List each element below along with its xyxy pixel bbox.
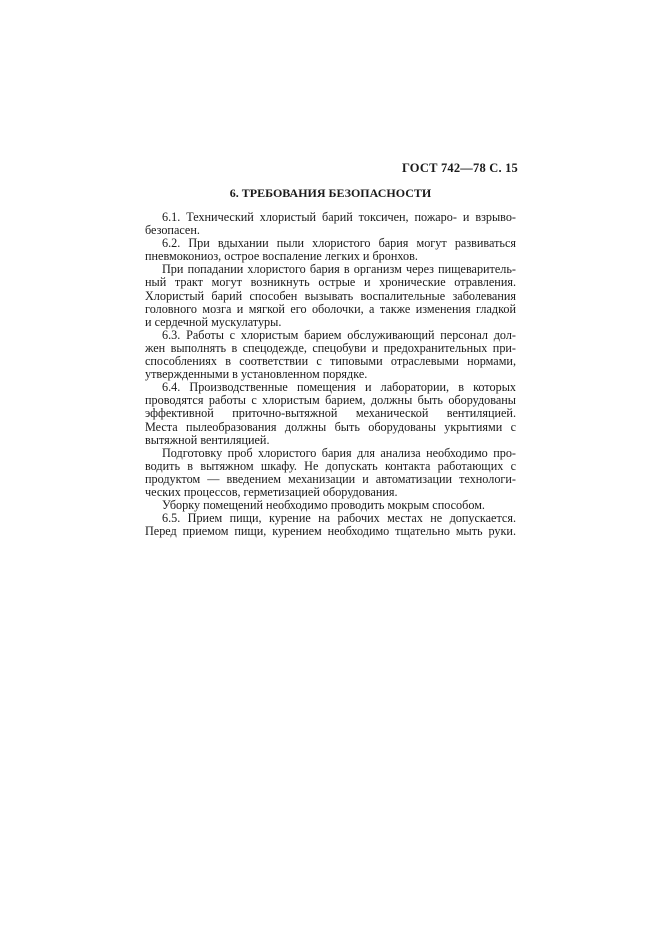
text-line: проводятся работы с хлористым барием, должны быть оборудованы <box>145 393 516 408</box>
text-line: Хлористый барий способен вызывать воспалительные заболевания <box>145 288 516 303</box>
text-line: ный тракт могут возникнуть острые и хронические отравления. <box>145 275 516 290</box>
text-line: Места пылеобразования должны быть оборудованы укрытиями с <box>145 419 516 434</box>
page-header: ГОСТ 742—78 С. 15 <box>401 161 518 175</box>
text-line: вытяжной вентиляцией. <box>145 432 270 447</box>
text-line: При попадании хлористого бария в организм через пищеваритель- <box>162 262 516 277</box>
text-line: водить в вытяжном шкафу. Не допускать контакта работающих с <box>145 458 516 473</box>
text-line: эффективной приточно-вытяжной механической вентиляцией. <box>145 406 516 421</box>
text-line: 6.3. Работы с хлористым барием обслуживающий персонал дол- <box>162 327 516 342</box>
text-line: жен выполнять в спецодежде, спецобуви и предохранительных при- <box>145 340 516 355</box>
text-line: ческих процессов, герметизацией оборудования. <box>145 484 398 499</box>
text-line: и сердечной мускулатуры. <box>145 314 282 329</box>
text-line: Уборку помещений необходимо проводить мокрым способом. <box>162 498 485 513</box>
text-line: 6.4. Производственные помещения и лаборатории, в которых <box>162 380 516 395</box>
text-line: 6.5. Прием пищи, курение на рабочих местах не допускается. <box>162 511 516 526</box>
text-line: продуктом — введением механизации и автоматизации технологи- <box>145 471 516 486</box>
text-line: безопасен. <box>145 223 200 238</box>
body-text <box>145 211 516 538</box>
section-title: 6. ТРЕБОВАНИЯ БЕЗОПАСНОСТИ <box>229 186 432 200</box>
text-line: 6.1. Технический хлористый барий токсичен, пожаро- и взрыво- <box>162 210 516 224</box>
text-line: утвержденными в установленном порядке. <box>145 367 368 382</box>
text-line: Перед приемом пищи, курением необходимо тщательно мыть руки. <box>145 524 516 539</box>
text-line: пневмокониоз, острое воспаление легких и бронхов. <box>145 249 418 264</box>
text-line: 6.2. При вдыхании пыли хлористого бария могут развиваться <box>162 236 516 251</box>
text-line: способлениях в соответствии с типовыми отраслевыми нормами, <box>145 354 516 369</box>
text-line: головного мозга и мягкой его оболочки, а также изменения гладкой <box>145 301 516 316</box>
text-line: Подготовку проб хлористого бария для анализа необходимо про- <box>162 445 516 460</box>
